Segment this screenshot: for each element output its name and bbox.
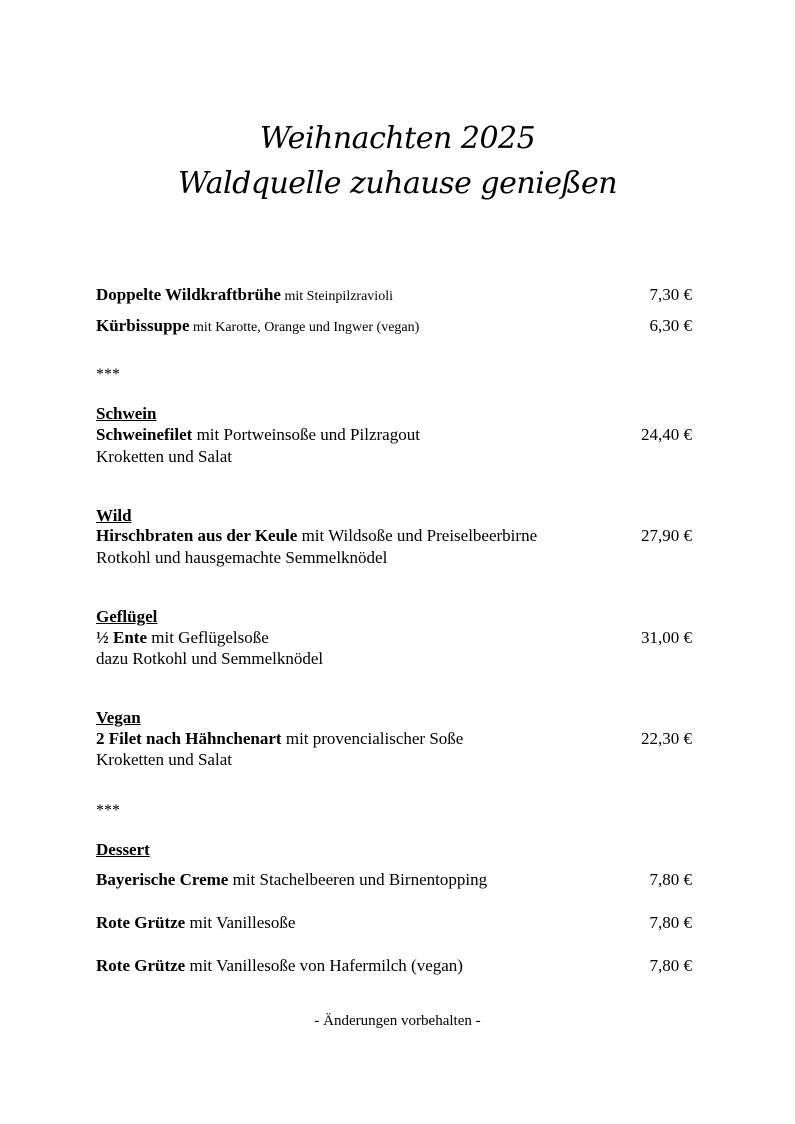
dish-description: mit Vanillesoße von Hafermilch (vegan) [185, 956, 463, 975]
dish-description: mit Steinpilzravioli [280, 289, 393, 304]
dish-description: mit Stachelbeeren und Birnentopping [228, 870, 488, 889]
dish-price: 7,80 € [649, 913, 692, 932]
dish-name: ½ Ente [96, 628, 147, 647]
dish-name: Hirschbraten aus der Keule [96, 526, 298, 545]
menu-item-starter-2 [96, 315, 692, 339]
dish-name: Doppelte Wildkraftbrühe [96, 285, 281, 304]
category-heading-wild: Wild [96, 506, 132, 525]
dish-sides: dazu Rotkohl und Semmelknödel [96, 649, 324, 668]
dish-price: 6,30 € [649, 316, 692, 335]
dish-description: mit Portweinsoße und Pilzragout [192, 425, 420, 444]
dish-price: 31,00 € [641, 628, 692, 647]
section-separator: *** [96, 802, 120, 819]
dish-name: Bayerische Creme [96, 870, 229, 889]
dish-price: 24,40 € [641, 425, 692, 444]
dish-price: 27,90 € [641, 526, 692, 545]
menu-title: Weihnachten 2025 [259, 121, 536, 156]
dish-price: 22,30 € [641, 729, 692, 748]
dish-name: Rote Grütze [96, 956, 186, 975]
dish-sides: Rotkohl und hausgemachte Semmelknödel [96, 548, 388, 567]
dish-name: Kürbissuppe [96, 316, 190, 335]
dish-description: mit Geflügelsoße [147, 628, 269, 647]
menu-item-main-3 [96, 627, 692, 649]
menu-item-starter-1 [96, 284, 692, 308]
dish-sides: Kroketten und Salat [96, 447, 232, 466]
category-heading-gefluegel: Geflügel [96, 607, 158, 626]
menu-item-dessert-1 [96, 869, 692, 891]
section-separator: *** [96, 366, 120, 383]
category-heading-vegan: Vegan [96, 708, 141, 727]
dish-price: 7,80 € [649, 956, 692, 975]
menu-item-main-2 [96, 525, 692, 547]
menu-item-dessert-2 [96, 912, 692, 934]
dish-description: mit Wildsoße und Preiselbeerbirne [297, 526, 538, 545]
menu-subtitle: Waldquelle zuhause genießen [177, 166, 618, 201]
dish-price: 7,30 € [649, 285, 692, 304]
dish-price: 7,80 € [649, 870, 692, 889]
dish-sides: Kroketten und Salat [96, 750, 232, 769]
dish-description: mit Vanillesoße [185, 913, 296, 932]
menu-item-dessert-3 [96, 955, 692, 977]
menu-item-main-4 [96, 728, 692, 750]
menu-item-main-1 [96, 424, 692, 446]
dish-description: mit provencialischer Soße [281, 729, 464, 748]
category-heading-dessert: Dessert [96, 840, 150, 859]
footer-note: - Änderungen vorbehalten - [314, 1013, 481, 1029]
dish-name: Rote Grütze [96, 913, 186, 932]
category-heading-schwein: Schwein [96, 404, 157, 423]
dish-description: mit Karotte, Orange und Ingwer (vegan) [189, 320, 420, 335]
dish-name: Schweinefilet [96, 425, 193, 444]
dish-name: 2 Filet nach Hähnchenart [96, 729, 282, 748]
